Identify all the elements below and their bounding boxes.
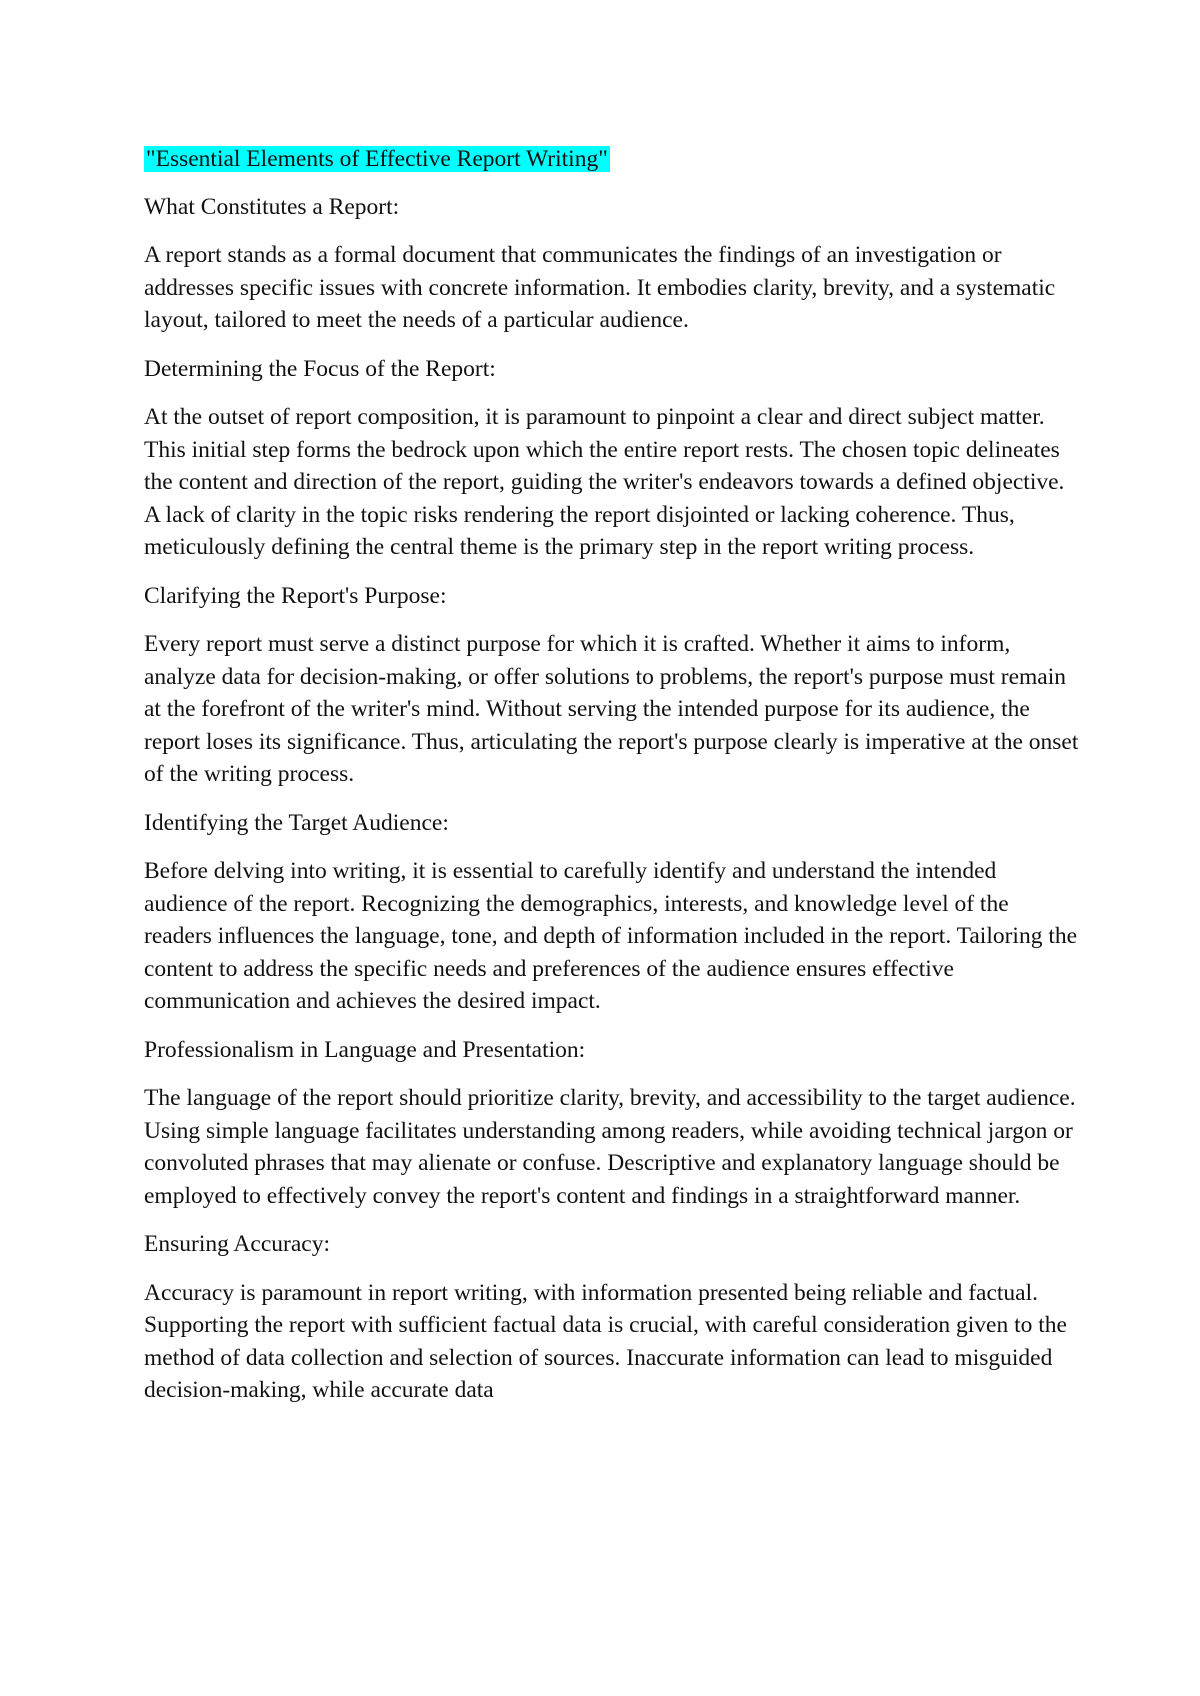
- section-heading-professionalism: Professionalism in Language and Presentation:: [144, 1036, 586, 1063]
- section-body-report-focus: At the outset of report composition, it is paramount to pinpoint a clear and direct subject matter. This initial step forms the bedrock upon which the entire report rests. The chosen topic delineates the content and direction of the report, guiding the writer's endeavors towards a defined objective. A lack of clarity in the topic risks rendering the report disjointed or lacking coherence. Thus, meticulously defining the central theme is the primary step in the report writing process.: [144, 404, 1065, 560]
- section-body-report-definition: A report stands as a formal document that communicates the findings of an investigation or addresses specific issues with concrete information. It embodies clarity, brevity, and a systematic layout, tailored to meet the needs of a particular audience.: [144, 242, 1056, 333]
- section-heading-report-purpose: Clarifying the Report's Purpose:: [144, 582, 447, 609]
- section-body-target-audience: Before delving into writing, it is essential to carefully identify and understand the intended audience of the report. Recognizing the demographics, interests, and knowledge level of the readers influences the language, tone, and depth of information included in the report. Tailoring the content to address the specific needs and preferences of the audience ensures effective communication and achieves the desired impact.: [144, 858, 1078, 1014]
- section-body-report-purpose: Every report must serve a distinct purpose for which it is crafted. Whether it aims to inform, analyze data for decision-making, or offer solutions to problems, the report's purpose must remain at the forefront of the writer's mind. Without serving the intended purpose for its audience, the report loses its significance. Thus, articulating the report's purpose clearly is imperative at the onset of the writing process.: [144, 631, 1079, 787]
- section-heading-target-audience: Identifying the Target Audience:: [144, 809, 449, 836]
- section-body-accuracy: Accuracy is paramount in report writing, with information presented being reliable and factual. Supporting the report with sufficient factual data is crucial, with careful consideration given to the method of data collection and selection of sources. Inaccurate information can lead to misguided decision-making, while accurate data: [144, 1279, 1067, 1403]
- section-heading-accuracy: Ensuring Accuracy:: [144, 1231, 330, 1257]
- document-title-highlight: "Essential Elements of Effective Report Writing": [146, 146, 608, 172]
- document-title: [144, 143, 1079, 176]
- section-body-professionalism: The language of the report should prioritize clarity, brevity, and accessibility to the target audience. Using simple language facilitates understanding among readers, while avoiding technical jargon or convoluted phrases that may alienate or confuse. Descriptive and explanatory language should be employed to effectively convey the report's content and findings in a straightforward manner.: [144, 1085, 1076, 1209]
- section-heading-report-focus: Determining the Focus of the Report:: [144, 355, 496, 382]
- section-heading-report-definition: What Constitutes a Report:: [144, 193, 400, 220]
- document-body: [144, 143, 1079, 1423]
